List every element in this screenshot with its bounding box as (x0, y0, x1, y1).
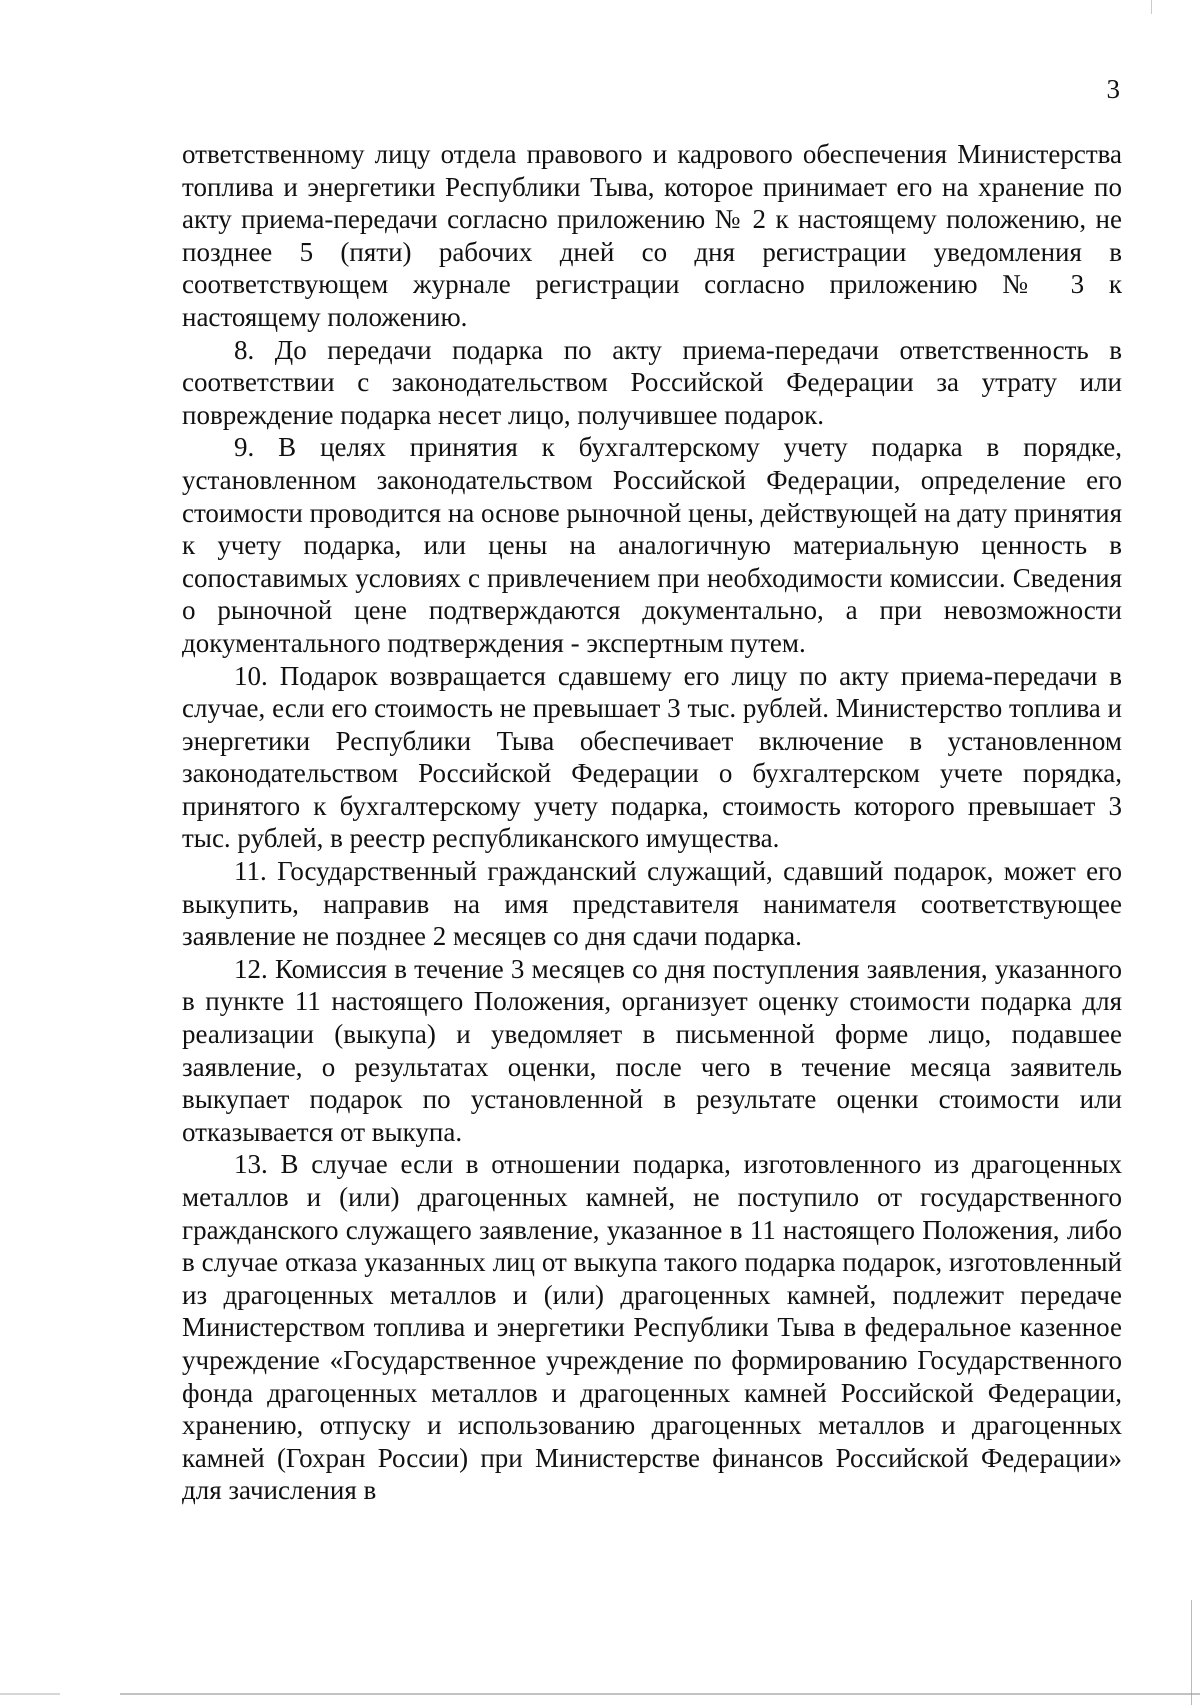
paragraph-10: 10. Подарок возвращается сдавшему его лицу по акту приема-передачи в случае, если его стоимость не превышает 3 тыс. рублей. Министерство топлива и энергетики Республики Тыва обеспечивает включение в установленном законодательством Российской Федерации о бухгалтерском учете порядка, принятого к бухгалтерскому учету подарка, стоимость которого превышает 3 тыс. рублей, в реестр республиканского имущества. (182, 660, 1122, 854)
paragraph-11: 11. Государственный гражданский служащий, сдавший подарок, может его выкупить, направив на имя представителя нанимателя соответствующее заявление не позднее 2 месяцев со дня сдачи подарка. (182, 856, 1122, 952)
paragraph-8: 8. До передачи подарка по акту приема-передачи ответственность в соответствии с законодательством Российской Федерации за утрату или повреждение подарка несет лицо, получившее подарок. (182, 334, 1122, 430)
paragraph-13: 13. В случае если в отношении подарка, изготовленного из драгоценных металлов и (или) драгоценных камней, не поступило от государственного гражданского служащего заявление, указанное в 11 настоящего Положения, либо в случае отказа указанных лиц от выкупа такого подарка подарок, изготовленный из драгоценных металлов и (или) драгоценных камней, подлежит передаче Министерством топлива и энергетики Республики Тыва в федеральное казенное учреждение «Государственное учреждение по формированию Государственного фонда драгоценных металлов и драгоценных камней Российской Федерации, хранению, отпуску и использованию драгоценных металлов и драгоценных камней (Гохран России) при Министерстве финансов Российской Федерации» для зачисления в (182, 1149, 1122, 1506)
document-body (182, 138, 1122, 1507)
paragraph-9: 9. В целях принятия к бухгалтерскому учету подарка в порядке, установленном законодательством Российской Федерации, определение его стоимости проводится на основе рыночной цены, действующей на дату принятия к учету подарка, или цены на аналогичную материальную ценность в сопоставимых условиях с привлечением при необходимости комиссии. Сведения о рыночной цене подтверждаются документально, а при невозможности документального подтверждения - экспертным путем. (182, 432, 1122, 658)
scan-edge-right (1191, 1600, 1192, 1705)
paragraph-12: 12. Комиссия в течение 3 месяцев со дня поступления заявления, указанного в пункте 11 настоящего Положения, организует оценку стоимости подарка для реализации (выкупа) и уведомляет в письменной форме лицо, подавшее заявление, о результатах оценки, после чего в течение месяца заявитель выкупает подарок по установленной в результате оценки стоимости или отказывается от выкупа. (182, 953, 1122, 1147)
paragraph-continuation: ответственному лицу отдела правового и кадрового обеспечения Министерства топлива и энергетики Республики Тыва, которое принимает его на хранение по акту приема-передачи согласно приложению № 2 к настоящему положению, не позднее 5 (пяти) рабочих дней со дня регистрации уведомления в соответствующем журнале регистрации согласно приложению № 3 к настоящему положению. (182, 139, 1122, 332)
scan-tick-top (1151, 0, 1152, 14)
page-number: 3 (1106, 74, 1120, 104)
scan-edge-bottom (0, 1693, 1200, 1695)
